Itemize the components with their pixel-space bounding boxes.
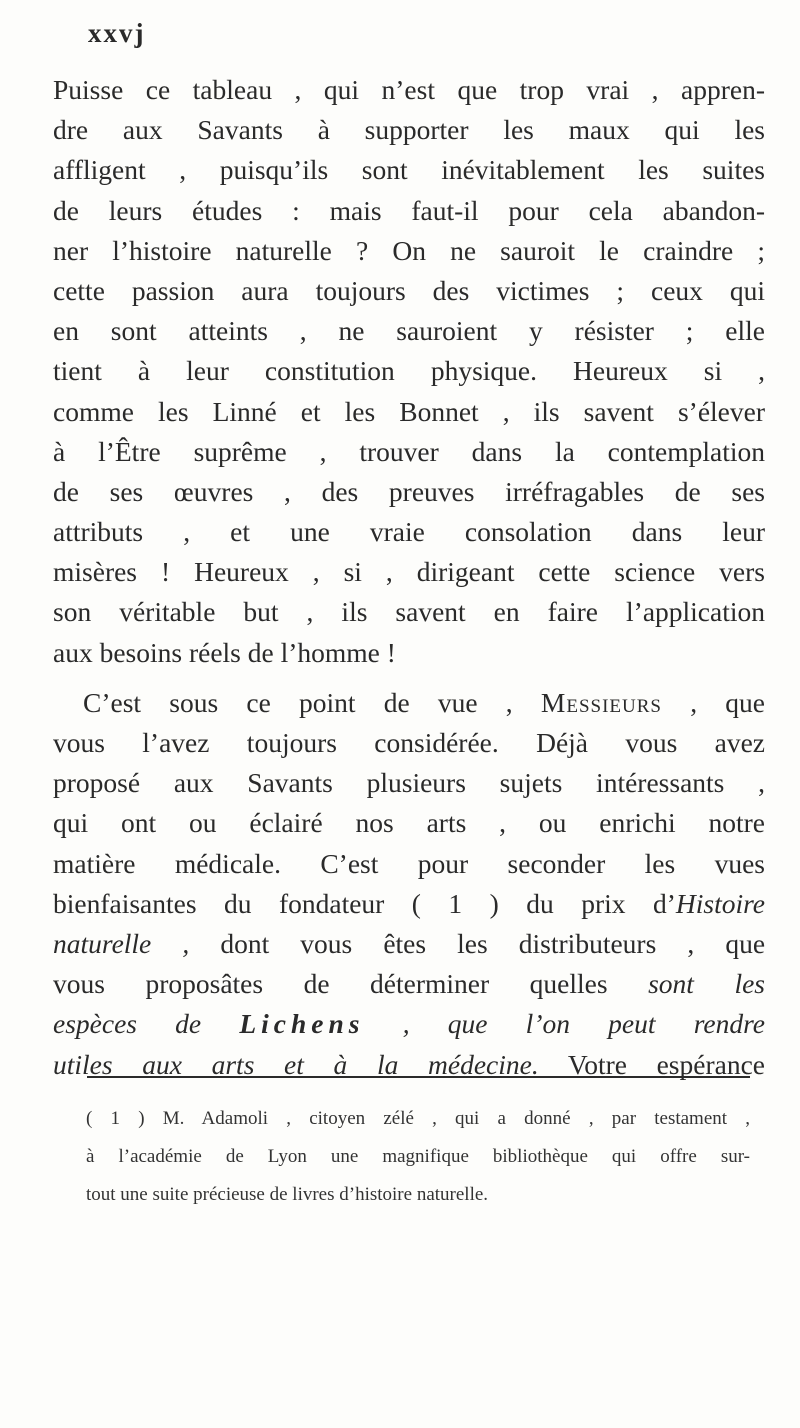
footnote-line: à l’académie de Lyon une magnifique bibliothèque qui offre sur-: [86, 1146, 750, 1167]
body-text: [53, 70, 765, 1085]
text-line: [53, 1045, 765, 1085]
text-line: en sont atteints , ne sauroient y résister ; elle: [53, 315, 765, 347]
text-line: [53, 924, 765, 964]
text-line: misères ! Heureux , si , dirigeant cette science vers: [53, 556, 765, 588]
text-line: proposé aux Savants plusieurs sujets intéressants ,: [53, 767, 765, 799]
italic-run: espèces de: [53, 1008, 202, 1040]
text-run: vous proposâtes de déterminer quelles: [53, 968, 608, 1000]
text-line: aux besoins réels de l’homme !: [53, 636, 396, 668]
text-run: dont vous êtes les distributeurs , que: [220, 927, 765, 959]
text-line: [53, 683, 765, 723]
text-line: comme les Linné et les Bonnet , ils savent s’élever: [53, 395, 765, 427]
italic-run: , que l’on peut rendre: [402, 1008, 765, 1040]
text-line: [53, 884, 765, 924]
page-number: xxvj: [88, 18, 146, 48]
text-line: son véritable but , ils savent en faire l’application: [53, 596, 765, 628]
paragraph-gap: [53, 673, 765, 683]
italic-run: naturelle ,: [53, 927, 190, 959]
italic-run: sont les: [648, 968, 765, 1000]
text-line: Puisse ce tableau , qui n’est que trop vrai , appren-: [53, 74, 765, 105]
text-run: bienfaisantes du fondateur ( 1 ) du prix d’: [53, 887, 676, 919]
text-line: dre aux Savants à supporter les maux qui les: [53, 114, 765, 146]
text-line: [53, 964, 765, 1004]
text-line: vous l’avez toujours considérée. Déjà vous avez: [53, 727, 765, 758]
footnote-line: tout une suite précieuse de livres d’histoire naturelle.: [86, 1184, 489, 1205]
text-line: attributs , et une vraie consolation dans leur: [53, 516, 765, 548]
text-line: de leurs études : mais faut-il pour cela abandon-: [53, 194, 765, 226]
text-run: Votre espérance: [567, 1048, 765, 1080]
footnote-line: ( 1 ) M. Adamoli , citoyen zélé , qui a donné , par testament ,: [86, 1108, 750, 1129]
text-run: , que: [690, 686, 765, 718]
small-caps-address: Messieurs: [540, 686, 662, 718]
text-line: matière médicale. C’est pour seconder les vues: [53, 847, 765, 879]
text-run: C’est sous ce point de vue ,: [83, 686, 513, 718]
text-line: cette passion aura toujours des victimes ; ceux qui: [53, 274, 765, 306]
footnote-rule: [87, 1076, 750, 1078]
text-line: qui ont ou éclairé nos arts , ou enrichi notre: [53, 807, 765, 839]
text-line: [53, 1004, 765, 1044]
text-line: de ses œuvres , des preuves irréfragables de ses: [53, 475, 765, 507]
text-line: tient à leur constitution physique. Heureux si ,: [53, 355, 765, 387]
text-line: affligent , puisqu’ils sont inévitablement les suites: [53, 154, 765, 186]
text-line: ner l’histoire naturelle ? On ne sauroit le craindre ;: [53, 234, 765, 266]
text-line: à l’Être suprême , trouver dans la contemplation: [53, 435, 765, 467]
italic-run: utiles aux arts et à la médecine.: [53, 1048, 539, 1080]
footnote: [86, 1100, 750, 1214]
italic-run: Histoire: [675, 887, 765, 919]
lichens-word: Lichens: [239, 1008, 365, 1040]
